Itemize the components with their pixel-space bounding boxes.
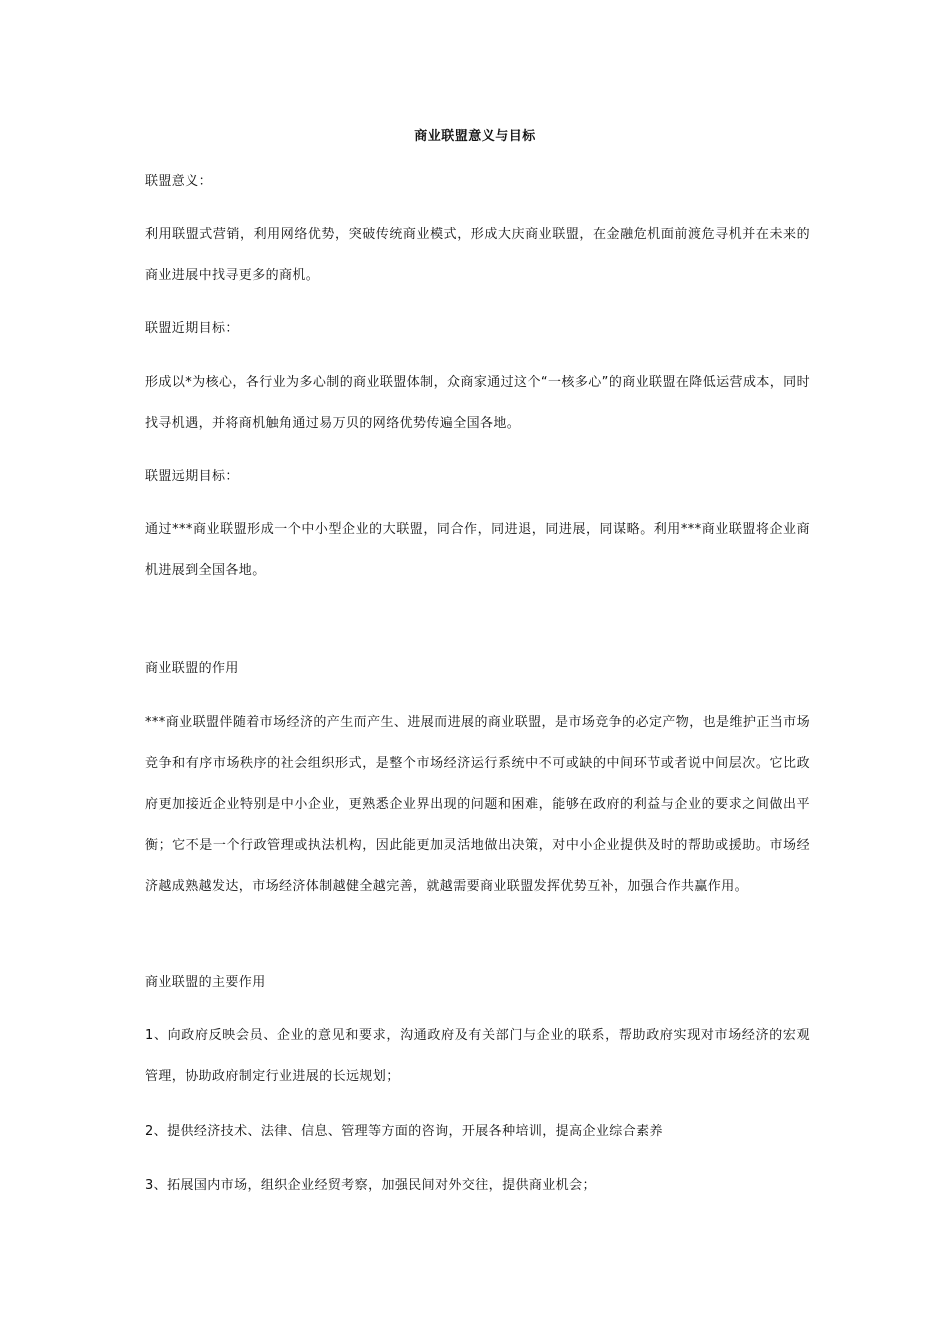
role-paragraph: ***商业联盟伴随着市场经济的产生而产生、进展而进展的商业联盟，是市场竞争的必定产物，也是维护正当市场竞争和有序市场秩序的社会组织形式，是整个市场经济运行系统中不可或缺的中间环节或者说中间层次。它比政府更加接近企业特别是中小企业，更熟悉企业界出现的问题和困难，能够在政府的利益与企业的要求之间做出平衡；它不是一个行政管理或执法机构，因此能更加灵活地做出决策，对中小企业提供及时的帮助或援助。市场经济越成熟越发达，市场经济体制越健全越完善，就越需要商业联盟发挥优势互补，加强合作共赢作用。 [145,715,810,894]
far-goal-paragraph: 通过***商业联盟形成一个中小型企业的大联盟，同合作，同进退，同进展，同谋略。利用***商业联盟将企业商机进展到全国各地。 [145,522,810,578]
main-role-item-3: 3、拓展国内市场，组织企业经贸考察，加强民间对外交往，提供商业机会； [145,1178,596,1193]
main-role-item-2: 2、提供经济技术、法律、信息、管理等方面的咨询，开展各种培训，提高企业综合素养 [145,1124,663,1139]
near-goal-heading: 联盟近期目标： [145,321,239,336]
significance-paragraph: 利用联盟式营销，利用网络优势，突破传统商业模式，形成大庆商业联盟，在金融危机面前渡危寻机并在未来的商业进展中找寻更多的商机。 [145,227,810,283]
significance-heading: 联盟意义： [145,174,213,189]
document-title: 商业联盟意义与目标 [414,129,536,144]
near-goal-paragraph: 形成以*为核心，各行业为多心制的商业联盟体制，众商家通过这个“一核多心”的商业联盟在降低运营成本，同时找寻机遇，并将商机触角通过易万贝的网络优势传遍全国各地。 [145,375,810,431]
role-heading: 商业联盟的作用 [145,661,239,676]
far-goal-heading: 联盟远期目标： [145,469,239,484]
main-role-heading: 商业联盟的主要作用 [145,975,266,990]
main-role-item-1: 1、向政府反映会员、企业的意见和要求，沟通政府及有关部门与企业的联系，帮助政府实现对市场经济的宏观管理，协助政府制定行业进展的长远规划； [145,1028,810,1084]
